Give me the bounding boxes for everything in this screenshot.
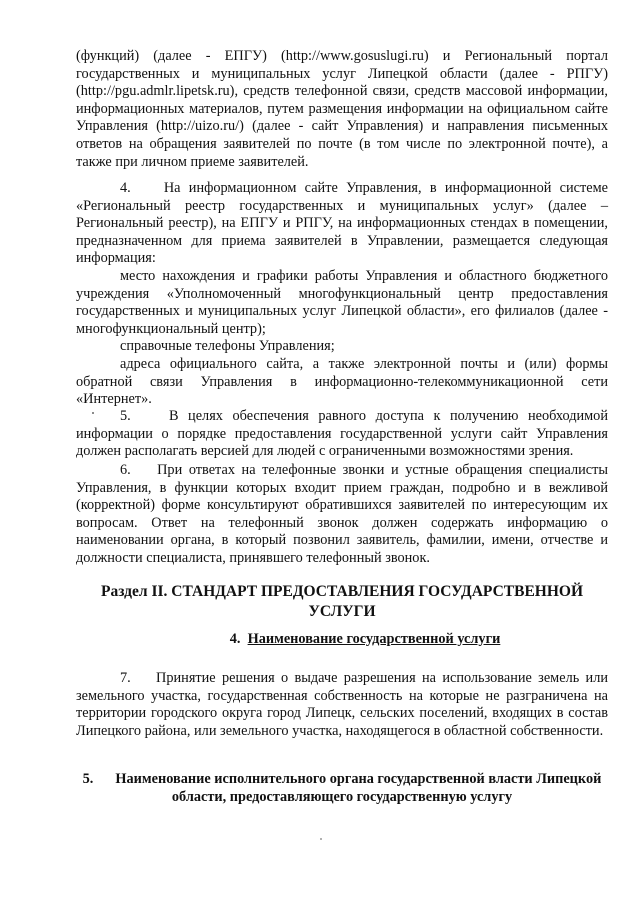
- subsection-5-title: Наименование исполнительного органа государственной власти Липецкой области, предоставляющего государственную услугу: [115, 771, 602, 805]
- scan-speck: [320, 838, 322, 840]
- paragraph-5: 5. В целях обеспечения равного доступа к получению необходимой информации о порядке предоставления государственной услуги сайт Управления должен располагать версией для людей с ограниченными возможностями зрения.: [76, 408, 608, 460]
- subsection-5-heading: [76, 770, 608, 806]
- section-title: Раздел II. СТАНДАРТ ПРЕДОСТАВЛЕНИЯ ГОСУДАРСТВЕННОЙ УСЛУГИ: [100, 583, 584, 620]
- subsection-5-number: 5.: [82, 771, 94, 787]
- paragraph-4-item-phones: справочные телефоны Управления;: [120, 338, 335, 354]
- paragraph-7: 7. Принятие решения о выдаче разрешения на использование земель или земельного участка, государственная собственность на которые не разграничена на территории городского округа город Липецк, сельских поселений, входящих в состав Липецкого района, или земельного участка, находящегося в областной собственности.: [76, 670, 608, 739]
- paragraph-intro: (функций) (далее - ЕПГУ) (http://www.gosuslugi.ru) и Региональный портал государственных и муниципальных услуг Липецкой области (далее - РПГУ) (http://pgu.admlr.lipetsk.ru), средств телефонной связи, средств массовой информации, информационных материалов, путем размещения информации на официальном сайте Управления (http://uizo.ru/) (далее - сайт Управления) и направления письменных ответов на обращения заявителей по почте (в том числе по электронной почте), а также при личном приеме заявителей.: [76, 48, 608, 170]
- subsection-4-heading: [76, 630, 608, 648]
- subsection-4-number: 4.: [229, 631, 241, 647]
- paragraph-4-item-addresses: адреса официального сайта, а также электронной почты и (или) формы обратной связи Управления в информационно-телекоммуникационной сети «Интернет».: [76, 356, 608, 408]
- subsection-4-title: Наименование государственной услуги: [247, 631, 501, 647]
- paragraph-6: 6. При ответах на телефонные звонки и устные обращения специалисты Управления, в функции которых входит прием граждан, подробно и в вежливой (корректной) форме консультируют обратившихся заявителей по интересующим их вопросам. Ответ на телефонный звонок должен содержать информацию о наименовании органа, в который позвонил заявитель, фамилии, имени, отчестве и должности специалиста, принявшего телефонный звонок.: [76, 462, 608, 566]
- paragraph-4: 4. На информационном сайте Управления, в информационной системе «Региональный реестр государственных и муниципальных услуг» (далее – Региональный реестр), на ЕПГУ и РПГУ, на информационных стендах в помещении, предназначенном для приема заявителей в Управлении, размещается следующая информация:: [76, 180, 608, 267]
- paragraph-4-item-location: место нахождения и графики работы Управления и областного бюджетного учреждения «Уполномоченный многофункциональный центр предоставления государственных и муниципальных услуг Липецкой области», его филиалов (далее - многофункциональный центр);: [76, 268, 608, 337]
